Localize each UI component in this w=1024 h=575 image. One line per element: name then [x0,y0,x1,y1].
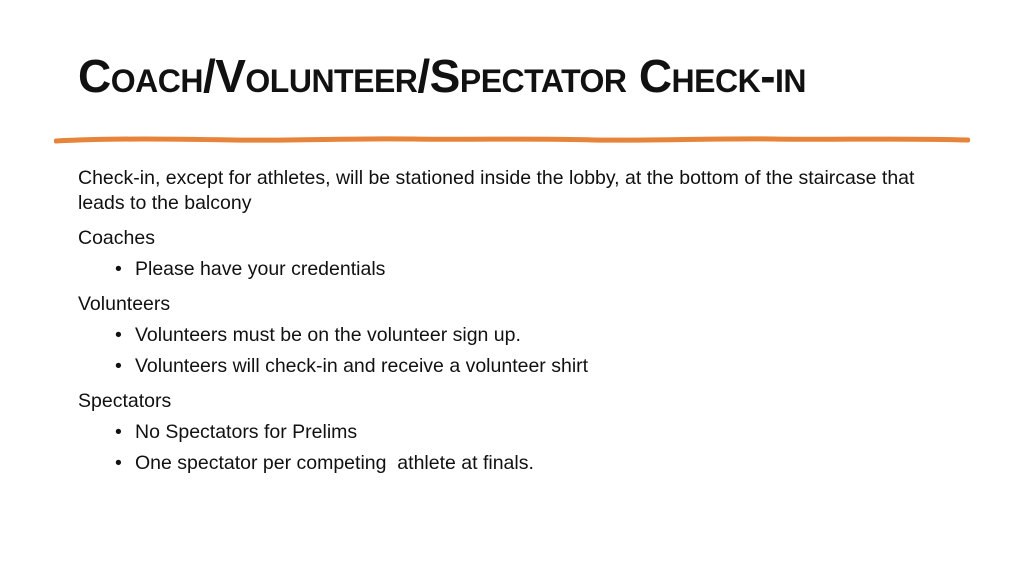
bullet-icon: • [115,324,122,346]
intro-paragraph: Check-in, except for athletes, will be stationed inside the lobby, at the bottom of the staircase that leads to the balcony [78,167,915,214]
bullet-icon: • [115,452,122,474]
slide-title: Coach/Volunteer/Spectator Check-in [78,50,807,102]
title-underline [54,130,970,150]
section-heading-coaches: Coaches [78,227,155,249]
section-heading-volunteers: Volunteers [78,293,171,315]
slide-body [78,166,958,486]
list-item: • No Spectators for Prelims [115,421,358,443]
bullet-icon: • [115,421,122,443]
list-item: • Please have your credentials [115,258,386,280]
list-item: • One spectator per competing athlete at finals. [115,452,534,474]
bullet-icon: • [115,355,122,377]
list-item: • Volunteers will check-in and receive a volunteer shirt [115,355,589,377]
spectators-list [78,420,958,476]
bullet-icon: • [115,258,122,280]
coaches-list [78,257,958,282]
brush-stroke-texture [84,139,954,140]
section-heading-spectators: Spectators [78,390,172,412]
volunteers-list [78,323,958,379]
list-item: • Volunteers must be on the volunteer sign up. [115,324,521,346]
